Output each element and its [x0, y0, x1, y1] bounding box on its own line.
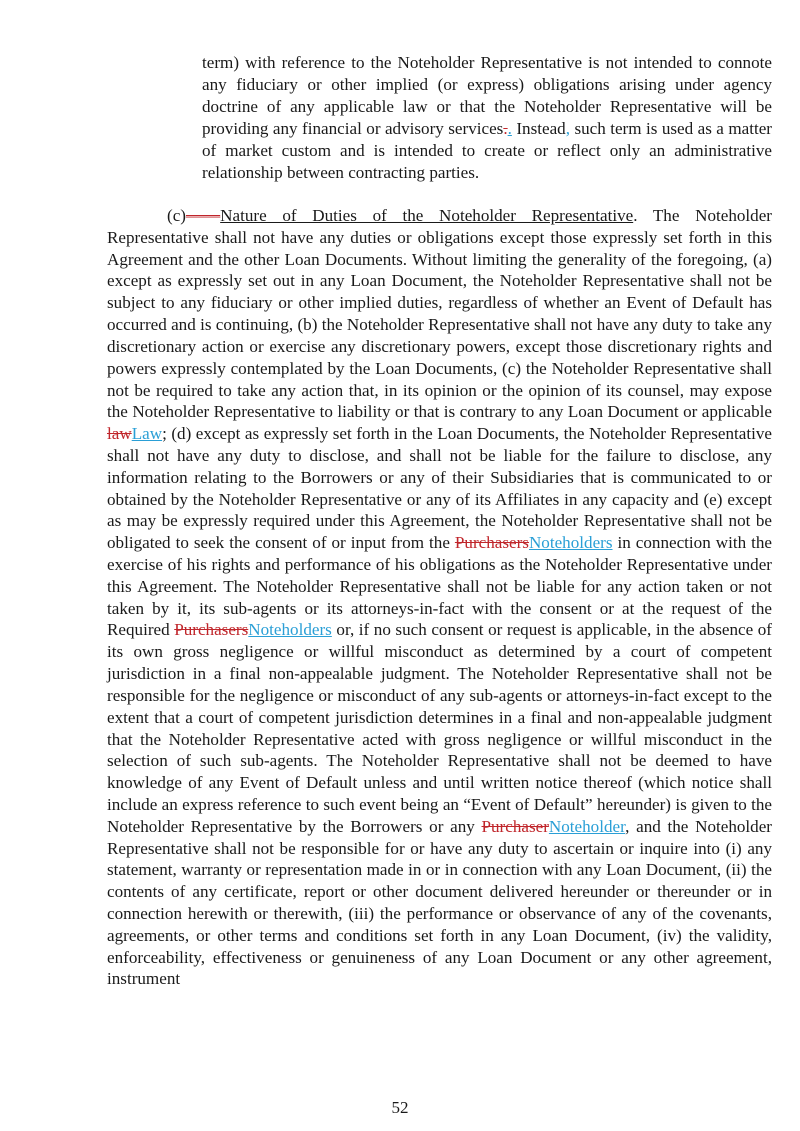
inserted-law: Law [131, 424, 163, 444]
inserted-noteholders: Noteholders [248, 620, 332, 640]
section-text: or, if no such consent or request is applicable, in the absence of its own gross negligence or willful misconduct as determined by a court of competent jurisdiction in a final non-appealable judgment. The Noteholder Representative shall not be responsible for the negligence or misconduct of any sub-agents or attorneys-in-fact except to the extent that a court of competent jurisdiction determines in a final and non-appealable judgment that the Noteholder Representative acted with gross negligence or willful misconduct in the selection of such sub-agents. The Noteholder Representative shall not be deemed to have knowledge of any Event of Default unless and until written notice thereof (which notice shall include an express reference to such event being an “Event of Default” hereunder) is given to the Noteholder Representative by the Borrowers or any [107, 620, 772, 836]
section-text: . The Noteholder Representative shall not have any duties or obligations except those expressly set forth in this Agreement and the other Loan Documents. Without limiting the generality of the foregoing, (a) except as expressly set out in any Loan Document, the Noteholder Representative shall not be subject to any fiduciary or other implied duties, regardless of whether an Event of Default has occurred and is continuing, (b) the Noteholder Representative shall not have any duty to take any discretionary action or exercise any discretionary powers, except those discretionary rights and powers expressly contemplated by the Loan Documents, (c) the Noteholder Representative shall not be required to take any action that, in its opinion or the opinion of its counsel, may expose the Noteholder Representative to liability or that is contrary to any Loan Document or applicable [107, 206, 772, 422]
section-heading: Nature of Duties of the Noteholder Representative [220, 206, 634, 225]
deleted-period: . [503, 119, 508, 138]
deleted-dash: —— [185, 206, 221, 225]
block-quote-text: term) with reference to the Noteholder Representative is not intended to connote any fiduciary or other implied (or express) obligations arising under agency doctrine of any applicable law or that the Noteholder Representative will be providing any financial or advisory services [202, 53, 772, 138]
section-text: , and the Noteholder Representative shall not be responsible for or have any duty to ascertain or inquire into (i) any statement, warranty or representation made in or in connection with any Loan Document, (ii) the contents of any certificate, report or other document delivered hereunder or thereunder or in connection herewith or therewith, (iii) the performance or observance of any of the covenants, agreements, or other terms and conditions set forth in any Loan Document, (iv) the validity, enforceability, effectiveness or genuineness of any Loan Document or any other agreement, instrument [107, 816, 772, 989]
deleted-purchaser: Purchaser [481, 816, 549, 836]
section-c-paragraph [107, 205, 772, 990]
deleted-purchasers: Purchasers [454, 533, 529, 553]
section-text: in connection with the exercise of his rights and performance of his obligations as the Noteholder Representative under this Agreement. The Noteholder Representative shall not be liable for any action taken or not taken by it, its sub-agents or its attorneys-in-fact with the consent or at the request of the Required [107, 533, 772, 640]
block-quote-text: Instead [511, 119, 566, 138]
block-quote-paragraph [202, 52, 772, 184]
inserted-noteholder: Noteholder [548, 816, 626, 836]
inserted-comma: , [565, 119, 570, 138]
deleted-law: law [107, 424, 132, 444]
deleted-purchasers: Purchasers [174, 620, 249, 640]
page-number: 52 [391, 1098, 409, 1117]
block-quote-text: such term is used as a matter of market custom and is intended to create or reflect only an administrative relationship between contracting parties. [202, 119, 772, 182]
inserted-period: . [507, 119, 512, 138]
inserted-noteholders: Noteholders [528, 533, 613, 553]
section-text: ; (d) except as expressly set forth in the Loan Documents, the Noteholder Representative shall not have any duty to disclose, and shall not be liable for the failure to disclose, any information relating to the Borrowers or any of their Subsidiaries that is communicated to or obtained by the Noteholder Representative or any of its Affiliates in any capacity and (e) except as may be expressly required under this Agreement, the Noteholder Representative shall not be obligated to seek the consent of or input from the [107, 424, 772, 553]
section-label: (c) [167, 206, 186, 225]
